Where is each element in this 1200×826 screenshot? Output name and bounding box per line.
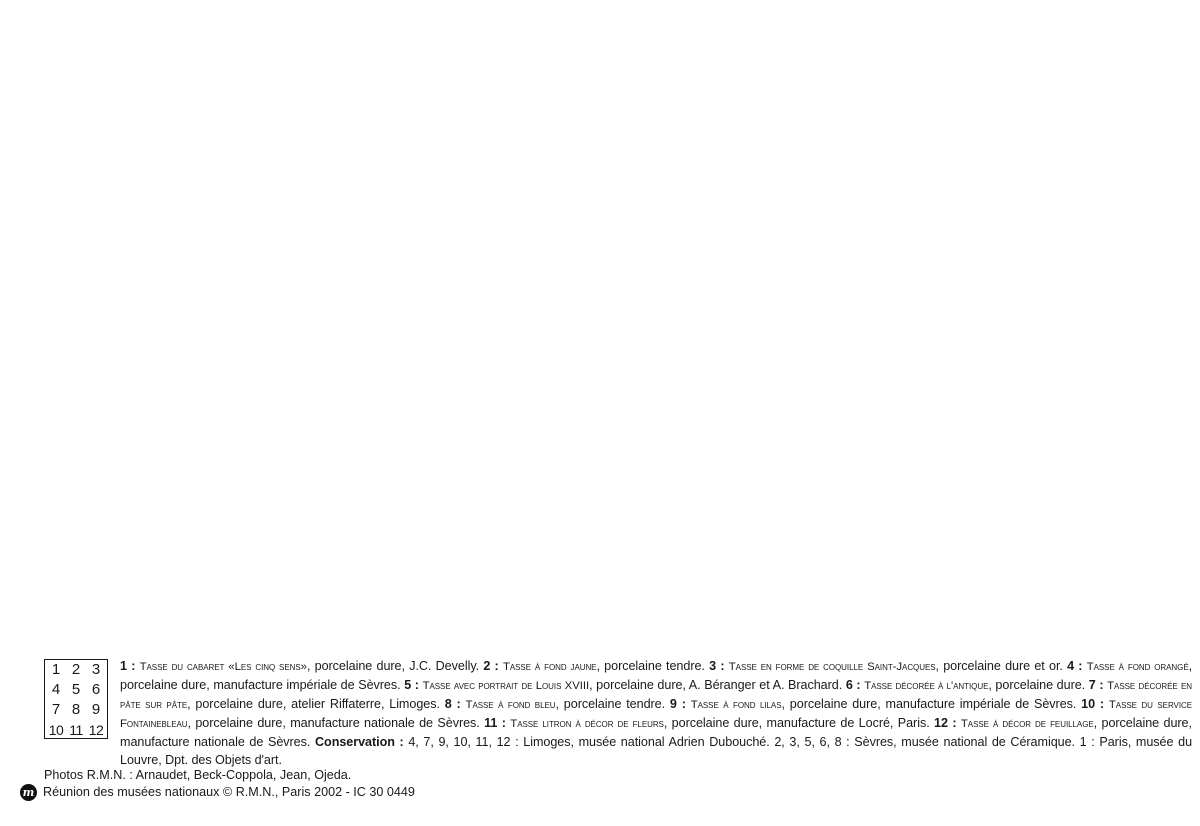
item-number: 6 : — [845, 678, 861, 692]
caption-item — [120, 659, 483, 673]
key-number: 11 — [69, 722, 83, 738]
caption-item — [846, 678, 1089, 692]
item-number: 2 : — [483, 659, 499, 673]
item-description: , porcelaine dure et or. — [935, 659, 1068, 673]
item-number: 7 : — [1088, 678, 1104, 692]
item-title: Tasse à fond orangé — [1086, 661, 1189, 673]
caption-item — [404, 678, 846, 692]
item-title: Tasse à fond lilas — [690, 699, 782, 711]
item-number: 3 : — [709, 659, 725, 673]
key-number: 1 — [51, 661, 61, 678]
item-description: , porcelaine dure. — [988, 678, 1089, 692]
item-title: Tasse en forme de coquille Saint-Jacques — [728, 661, 936, 673]
publisher-credit-row — [20, 783, 415, 801]
image-position-key — [44, 659, 108, 739]
item-title: Tasse du service Fontainebleau — [120, 699, 1193, 730]
key-number: 6 — [91, 681, 101, 698]
item-number: 9 : — [669, 697, 686, 711]
item-description: , porcelaine dure, manufacture nationale de Sèvres. — [187, 716, 485, 730]
item-description: , porcelaine dure, manufacture impériale de Sèvres. — [120, 659, 1193, 692]
key-number: 7 — [51, 701, 61, 718]
key-number: 5 — [71, 681, 81, 698]
item-description: , porcelaine tendre. — [596, 659, 710, 673]
key-number: 3 — [91, 661, 101, 678]
item-number: 12 : — [934, 716, 957, 730]
item-number: 10 : — [1081, 697, 1105, 711]
rmn-logo-icon: m — [20, 784, 37, 801]
item-number: 5 : — [404, 678, 419, 692]
item-description: , porcelaine dure, manufacture de Locré, Paris. — [663, 716, 935, 730]
item-title: Tasse décorée en pâte sur pâte — [120, 680, 1193, 711]
item-number: 8 : — [444, 697, 461, 711]
item-description: , porcelaine dure, manufacture impériale de Sèvres. — [781, 697, 1082, 711]
item-description: , porcelaine dure, A. Béranger et A. Brachard. — [589, 678, 846, 692]
caption-item — [484, 716, 934, 730]
item-number: 1 : — [120, 659, 136, 673]
conservation-label: Conservation : — [315, 735, 404, 749]
key-number: 10 — [48, 722, 64, 738]
conservation-text: 4, 7, 9, 10, 11, 12 : Limoges, musée national Adrien Dubouché. 2, 3, 5, 6, 8 : Sèvres, musée national de Céramique. 1 : Paris, musée du Louvre, Dpt. des Objets d'art. — [120, 735, 1193, 767]
caption-item — [483, 659, 709, 673]
publisher-credit: Réunion des musées nationaux © R.M.N., Paris 2002 - IC 30 0449 — [43, 785, 415, 799]
item-description: , porcelaine dure, manufacture nationale de Sèvres. — [120, 716, 1192, 749]
caption-item — [709, 659, 1067, 673]
item-number: 4 : — [1067, 659, 1083, 673]
key-number: 12 — [88, 722, 104, 738]
key-number: 8 — [71, 701, 81, 718]
item-title: Tasse à fond jaune — [502, 661, 597, 673]
item-description: , porcelaine tendre. — [555, 697, 670, 711]
item-title: Tasse litron à décor de fleurs — [510, 718, 664, 730]
item-title: Tasse décorée à l'antique — [864, 680, 989, 692]
item-title: Tasse à fond bleu — [465, 699, 556, 711]
photo-credits: Photos R.M.N. : Arnaudet, Beck-Coppola, Jean, Ojeda. — [44, 768, 352, 782]
caption-text — [120, 657, 1192, 769]
key-number: 2 — [71, 661, 81, 678]
item-description: , porcelaine dure, atelier Riffaterre, Limoges. — [187, 697, 445, 711]
item-title: Tasse du cabaret «Les cinq sens» — [139, 661, 307, 673]
caption-item — [445, 697, 670, 711]
item-title: Tasse à décor de feuillage — [960, 718, 1094, 730]
key-number: 4 — [51, 681, 61, 698]
item-title: Tasse avec portrait de Louis XVIII — [422, 680, 590, 692]
caption-item — [670, 697, 1081, 711]
key-number: 9 — [91, 701, 101, 718]
item-number: 11 : — [484, 716, 506, 730]
item-description: , porcelaine dure, J.C. Develly. — [306, 659, 484, 673]
